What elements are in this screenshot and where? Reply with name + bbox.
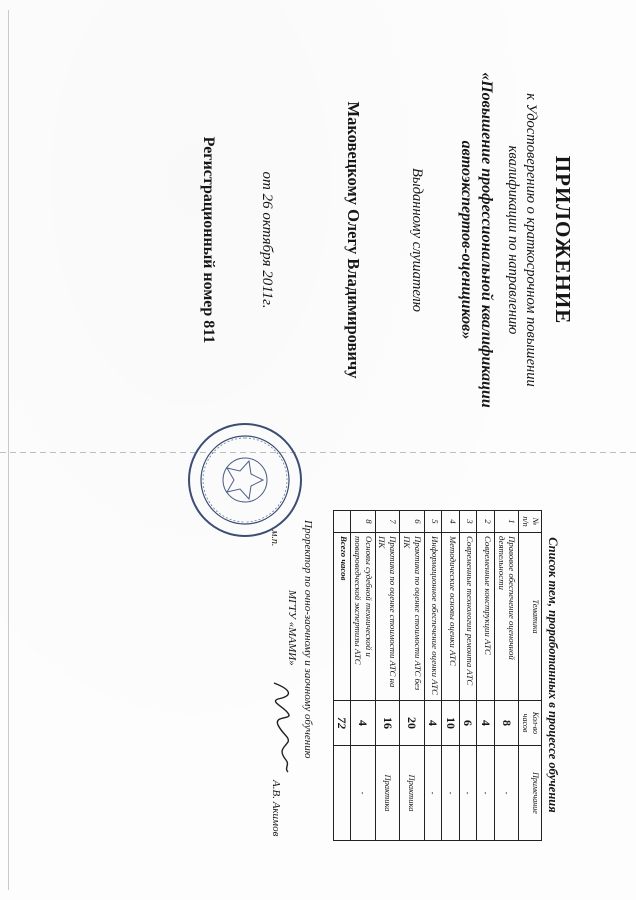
total-empty-cell bbox=[333, 511, 351, 533]
row-topic: Современные конструкции АТС bbox=[477, 533, 495, 701]
row-num: 3 bbox=[459, 511, 477, 533]
total-hours: 72 bbox=[333, 701, 351, 746]
signature-title-line-1: Проректор по очно-заочному и заочному обучению bbox=[302, 520, 314, 759]
total-row bbox=[333, 511, 351, 841]
header-num: № п/п bbox=[519, 511, 542, 533]
table-header-row bbox=[519, 511, 542, 841]
table-row bbox=[477, 511, 495, 841]
table-row bbox=[375, 511, 399, 841]
total-label: Всего часов bbox=[333, 533, 351, 701]
row-hours: 8 bbox=[495, 701, 519, 746]
row-hours: 4 bbox=[351, 701, 375, 746]
header-hours: Кол-во часов bbox=[519, 701, 542, 746]
table-row bbox=[459, 511, 477, 841]
topics-title: Список тем, проработанных в процессе обучения bbox=[546, 537, 560, 813]
program-line-1: «Повышение профессиональной квалификации bbox=[478, 72, 495, 408]
row-num: 7 bbox=[375, 511, 399, 533]
row-topic: Практика по оценке стоимости АТС без ПК bbox=[400, 533, 424, 701]
row-hours: 10 bbox=[442, 701, 460, 746]
recipient-name: Маковецкому Олегу Владимировичу bbox=[344, 101, 363, 379]
page-edge bbox=[8, 10, 9, 890]
row-note: - bbox=[477, 746, 495, 841]
appendix-title: ПРИЛОЖЕНИЕ bbox=[551, 155, 575, 325]
certificate-line-1: к Удостоверению о краткосрочном повышении bbox=[523, 93, 539, 387]
program-line-2: автоэкспертов-оценщиков» bbox=[458, 140, 475, 340]
row-hours: 16 bbox=[375, 701, 399, 746]
row-hours: 4 bbox=[424, 701, 442, 746]
header-note: Примечание bbox=[519, 746, 542, 841]
header-topic: Тематика bbox=[519, 533, 542, 701]
fold-line bbox=[0, 452, 636, 453]
row-topic: Практика по оценке стоимости АТС на ПК bbox=[375, 533, 399, 701]
row-num: 2 bbox=[477, 511, 495, 533]
row-num: 6 bbox=[400, 511, 424, 533]
registration-number: Регистрационный номер 811 bbox=[200, 136, 217, 344]
row-note: - bbox=[459, 746, 477, 841]
row-topic: Информационное обеспечение оценки АТС bbox=[424, 533, 442, 701]
row-note: - bbox=[495, 746, 519, 841]
row-num: 1 bbox=[495, 511, 519, 533]
signature-title-line-2: МГТУ «МАМИ» bbox=[286, 590, 298, 666]
row-note: Практика bbox=[400, 746, 424, 841]
topics-table-body bbox=[333, 511, 519, 841]
round-seal-stamp bbox=[185, 420, 305, 540]
row-topic: Современные технологии ремонта АТС bbox=[459, 533, 477, 701]
table-row bbox=[424, 511, 442, 841]
row-note: Практика bbox=[375, 746, 399, 841]
certificate-line-2: квалификации по направлению bbox=[505, 145, 521, 335]
row-note: - bbox=[351, 746, 375, 841]
row-num: 5 bbox=[424, 511, 442, 533]
row-num: 8 bbox=[351, 511, 375, 533]
appendix-title-section bbox=[65, 40, 575, 440]
handwritten-signature bbox=[268, 680, 298, 775]
table-row bbox=[400, 511, 424, 841]
row-hours: 6 bbox=[459, 701, 477, 746]
issued-to-label: Выданному слушателю bbox=[409, 168, 425, 312]
seal-place-mark: м.п. bbox=[269, 530, 280, 547]
topics-section bbox=[90, 510, 560, 840]
table-row bbox=[442, 511, 460, 841]
row-topic: Основы судебной технической и товароведческой экспертизы АТС bbox=[351, 533, 375, 701]
total-note-cell bbox=[333, 746, 351, 841]
issue-date: от 26 октября 2011г. bbox=[259, 171, 275, 309]
row-hours: 4 bbox=[477, 701, 495, 746]
signer-name: А.В. Акимов bbox=[270, 780, 282, 837]
table-row bbox=[495, 511, 519, 841]
row-topic: Правовое обеспечение оценочной деятельности bbox=[495, 533, 519, 701]
row-note: - bbox=[424, 746, 442, 841]
table-row bbox=[351, 511, 375, 841]
topics-table bbox=[333, 510, 542, 841]
row-note: - bbox=[442, 746, 460, 841]
row-topic: Методические основы оценки АТС bbox=[442, 533, 460, 701]
row-hours: 20 bbox=[400, 701, 424, 746]
row-num: 4 bbox=[442, 511, 460, 533]
